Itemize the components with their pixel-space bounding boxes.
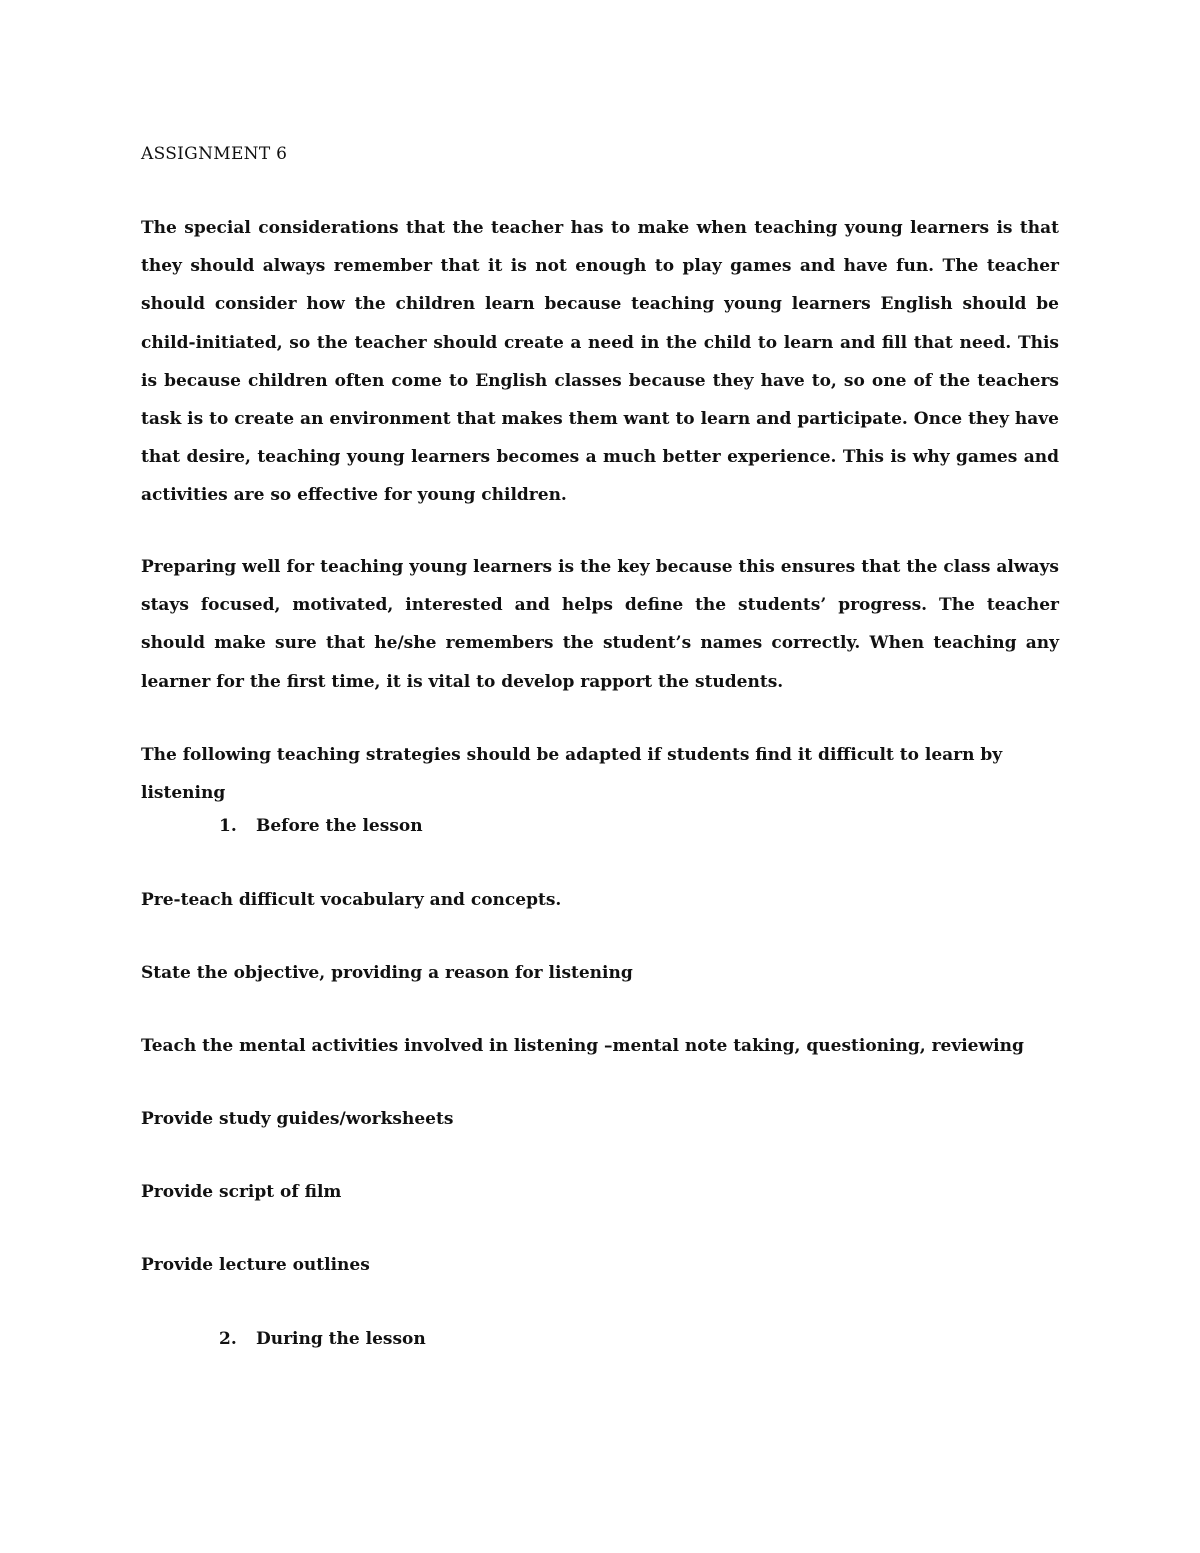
list-number: 1. [219,816,237,836]
strategy-line: Provide study guides/worksheets [141,1109,454,1129]
paragraph-considerations: The special considerations that the teacher has to make when teaching young learners is that they should always remember that it is not enough to play games and have fun. The teacher should consider how the children learn because teaching young learners English should be child-initiated, so the teacher should create a need in the child to learn and fill that need. This is because children often come to English classes because they have to, so one of the teachers task is to create an environment that makes them want to learn and participate. Once they have that desire, teaching young learners becomes a much better experience. This is why games and activities are so effective for young children. [141,218,1059,506]
list-label: During the lesson [256,1329,426,1349]
list-number: 2. [219,1329,237,1349]
list-item-before-lesson [219,816,423,836]
document-title: ASSIGNMENT 6 [141,144,288,164]
paragraph-strategies-intro: The following teaching strategies should be adapted if students find it difficult to learn by listening [141,745,1003,804]
strategy-line: Teach the mental activities involved in listening –mental note taking, questioning, reviewing [141,1036,1024,1056]
list-item-during-lesson [219,1329,426,1349]
strategy-line: Provide lecture outlines [141,1255,370,1275]
strategy-line: State the objective, providing a reason for listening [141,963,633,983]
strategy-line: Provide script of film [141,1182,342,1202]
list-label: Before the lesson [256,816,423,836]
strategy-line: Pre-teach difficult vocabulary and concepts. [141,890,562,910]
paragraph-preparation: Preparing well for teaching young learners is the key because this ensures that the class always stays focused, motivated, interested and helps define the students’ progress. The teacher should make sure that he/she remembers the student’s names correctly. When teaching any learner for the first time, it is vital to develop rapport the students. [141,557,1059,692]
